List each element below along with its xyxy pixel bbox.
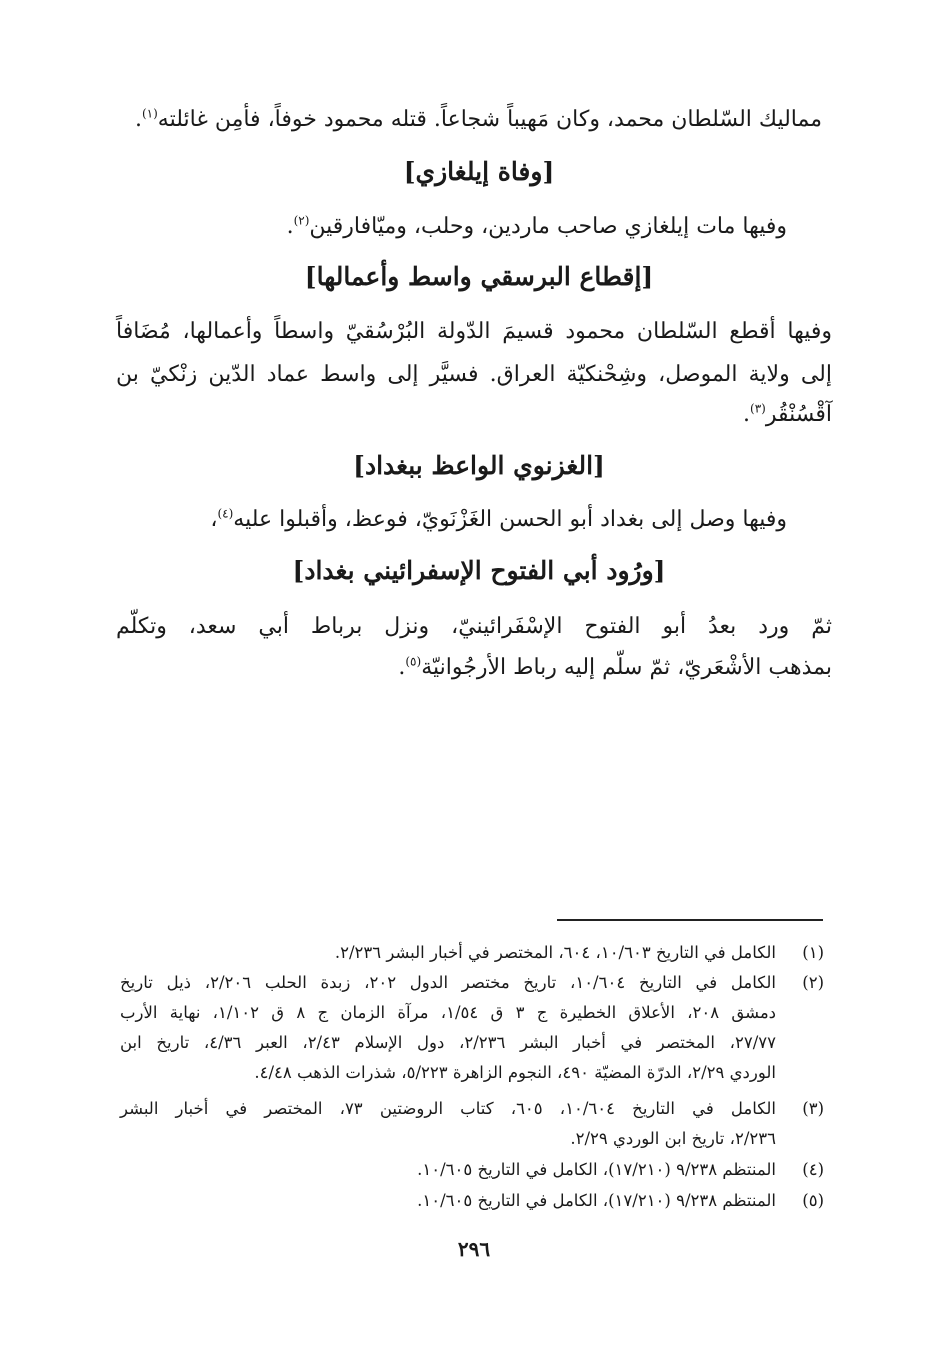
footnote-number: (١) [802, 943, 824, 962]
line-punct: ، [210, 507, 218, 532]
section-heading: [وفاة إيلغازي] [403, 157, 555, 186]
section-heading: [ورُود أبي الفتوح الإسفرائيني بغداد] [292, 556, 666, 585]
line-text: بمذهب الأشْعَريّ، ثمّ سلّم إليه رباط الأرجُوانيّة [421, 655, 832, 680]
line-text: آقْسُنْقُر [765, 402, 832, 427]
page-number: ٢٩٦ [457, 1237, 491, 1261]
footnote-ref[interactable]: (٤) [217, 506, 234, 521]
footnote-text: المنتظم ٩/٢٣٨ (١٧/٢١٠)، الكامل في التاريخ ١٠/٦٠٥. [417, 1191, 776, 1210]
footnote-ref[interactable]: (١) [141, 106, 158, 121]
footnote-text: الوردي ٢/٢٩، الدرّة المضيّة ٤٩٠، النجوم الزاهرة ٥/٢٢٣، شذرات الذهب ٤/٤٨. [254, 1063, 776, 1082]
text-line [116, 393, 832, 437]
footnote-text: المنتظم ٩/٢٣٨ (١٧/٢١٠)، الكامل في التاريخ ١٠/٦٠٥. [417, 1160, 776, 1179]
line-punct: . [398, 655, 406, 680]
footnote-number: (٣) [802, 1099, 824, 1118]
line-text: إلى ولاية الموصل، وشِحْنكيّة العراق. فسيَّر إلى واسط عماد الدّين زنْكيّ بن [116, 362, 832, 387]
line-punct: . [134, 107, 142, 132]
text-line [116, 498, 822, 542]
footnote-number: (٥) [802, 1191, 824, 1210]
footnote-text: ٢٧/٧٧، المختصر في أخبار البشر ٢/٢٣٦، دول الإسلام ٢/٤٣، العبر ٤/٣٦، تاريخ ابن [120, 1033, 777, 1052]
text-line [116, 98, 822, 142]
footnote-text: الكامل في التاريخ ١٠/٦٠٤، ٦٠٥، كتاب الروضتين ٧٣، المختصر في أخبار البشر [120, 1099, 777, 1118]
line-text: وفيها وصل إلى بغداد أبو الحسن الغَزْنَويّ، فوعظ، وأقبلوا عليه [233, 507, 788, 532]
footnote-number: (٤) [802, 1160, 824, 1179]
footnote-text: الكامل في التاريخ ١٠/٦٠٣، ٦٠٤، المختصر في أخبار البشر ٢/٢٣٦. [334, 943, 776, 962]
footnote-number: (٢) [802, 973, 824, 992]
footnote-ref[interactable]: (٣) [750, 401, 766, 416]
section-heading: [الغزنوي الواعظ ببغداد] [353, 451, 605, 480]
line-text: وفيها مات إيلغازي صاحب ماردين، وحلب، وميّافارقين [309, 214, 788, 239]
line-punct: . [743, 402, 750, 427]
line-punct: . [286, 214, 294, 239]
line-text: ثمّ ورد بعدُ أبو الفتوح الإسْفَرائينيّ، ونزل برباط أبي سعد، وتكلّم [116, 614, 832, 639]
text-line [116, 205, 822, 249]
line-text: مماليك السّلطان محمد، وكان مَهيباً شجاعاً. قتله محمود خوفاً، فأمِن غائلته [157, 107, 822, 132]
section-heading: [إقطاع البرسقي واسط وأعمالها] [304, 262, 654, 291]
footnote-text: الكامل في التاريخ ١٠/٦٠٤، تاريخ مختصر الدول ٢٠٢، زبدة الحلب ٢/٢٠٦، ذيل تاريخ [120, 973, 776, 992]
footnote-text: دمشق ٢٠٨، الأعلاق الخطيرة ج ٣ ق ١/٥٤، مرآة الزمان ج ٨ ق ١/١٠٢، نهاية الأرب [120, 1003, 777, 1022]
line-text: وفيها أقطع السّلطان محمود قسيمَ الدّولة البُرْسُقيّ واسطاً وأعمالها، مُضَافاً [116, 319, 832, 344]
text-line [116, 310, 832, 354]
footnote-separator [557, 919, 823, 921]
text-line [116, 353, 832, 397]
footnote-ref[interactable]: (٥) [405, 654, 422, 669]
text-line [116, 605, 832, 649]
text-line [116, 646, 832, 690]
footnote-text: ٢/٢٣٦، تاريخ ابن الوردي ٢/٢٩. [570, 1129, 776, 1148]
footnote-ref[interactable]: (٢) [293, 213, 310, 228]
